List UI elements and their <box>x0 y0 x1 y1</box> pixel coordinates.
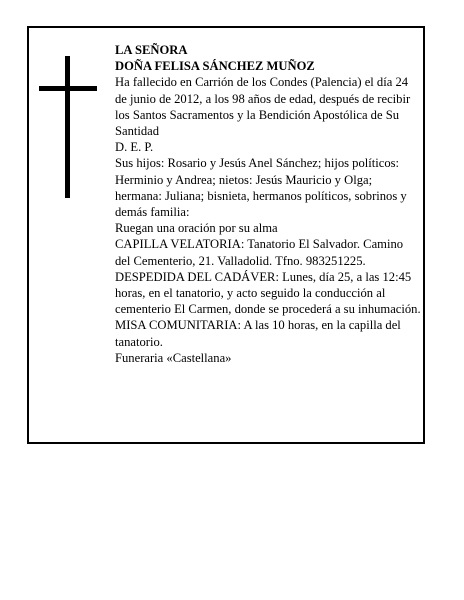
title-line-1: LA SEÑORA <box>115 43 188 57</box>
deceased-name: DOÑA FELISA SÁNCHEZ MUÑOZ <box>115 59 315 74</box>
cross-icon <box>39 56 97 198</box>
obituary-notice <box>27 26 425 444</box>
rip-line: D. E. P. <box>115 140 154 155</box>
wake-chapel-info: CAPILLA VELATORIA: Tanatorio El Salvador. Camino del Cementerio, 21. Valladolid. Tfno. 983251225. <box>115 237 404 268</box>
obituary-text <box>115 42 421 366</box>
prayer-request: Ruegan una oración por su alma <box>115 221 278 236</box>
cross-horizontal-bar <box>39 86 97 91</box>
death-announcement: Ha fallecido en Carrión de los Condes (Palencia) el día 24 de junio de 2012, a los 98 años de edad, después de recibir los Santos Sacramentos y la Bendición Apostólica de Su Santidad <box>115 75 411 139</box>
family-list: Sus hijos: Rosario y Jesús Anel Sánchez; hijos políticos: Herminio y Andrea; nietos: Jesús Mauricio y Olga; hermana: Juliana; bisnieta, hermanos políticos, sobrinos y demás familia: <box>115 156 407 220</box>
funeral-home: Funeraria «Castellana» <box>115 350 232 365</box>
funeral-info: DESPEDIDA DEL CADÁVER: Lunes, día 25, a las 12:45 horas, en el tanatorio, y acto seguido la conducción al cementerio El Carmen, donde se procederá a su inhumación. MISA COMUNITARIA: A las 10 horas, en la capilla del tanatorio. <box>115 269 421 349</box>
cross-vertical-bar <box>65 56 70 198</box>
